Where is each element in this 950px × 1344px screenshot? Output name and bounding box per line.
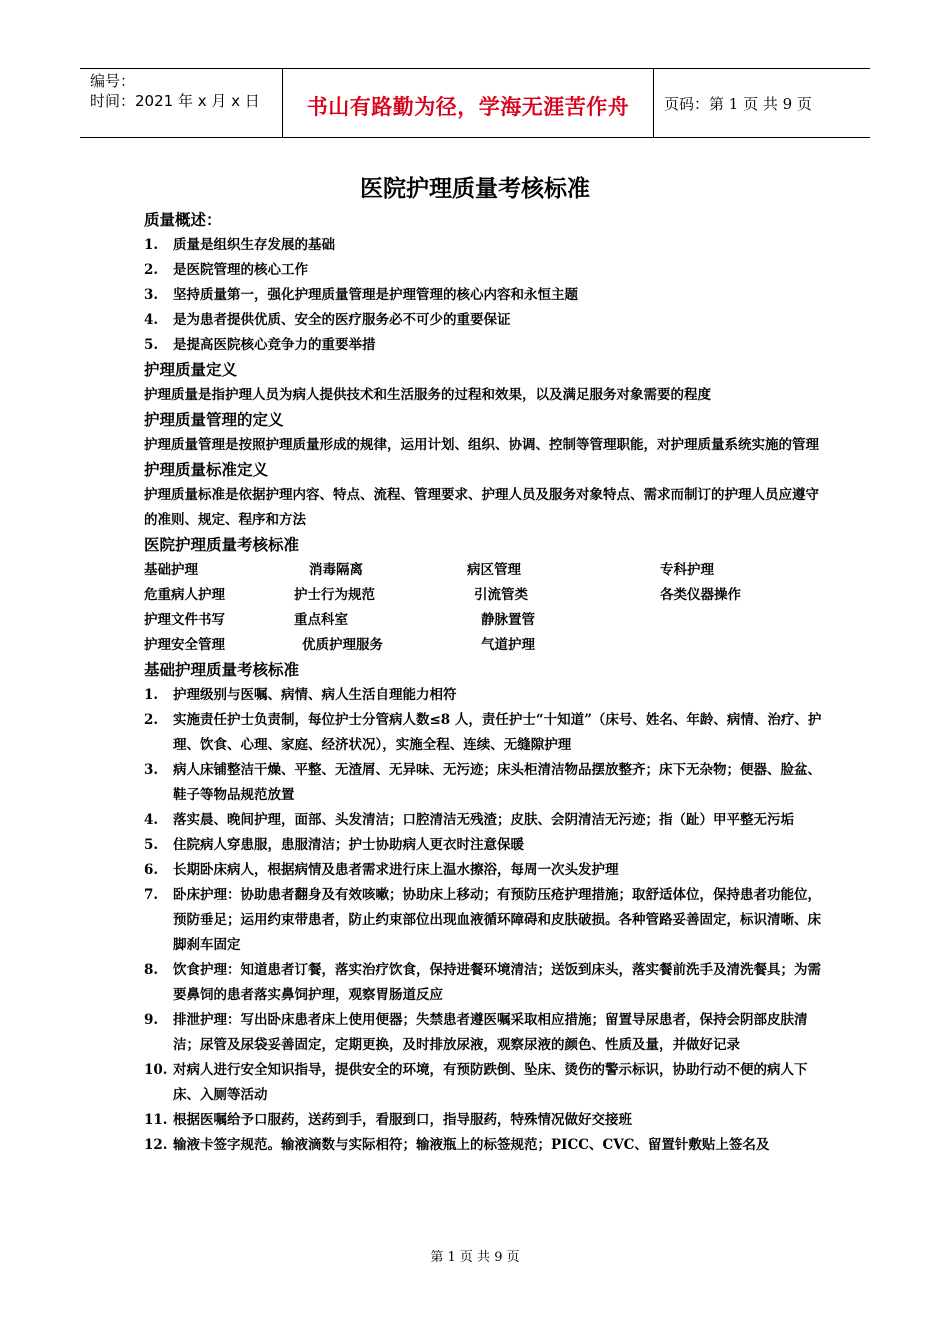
grid-cell: 专科护理 [660, 562, 714, 578]
document-title: 医院护理质量考核标准 [360, 176, 590, 202]
list-item [144, 708, 824, 758]
item-number: 2. [144, 262, 159, 278]
list-item [144, 883, 824, 958]
item-number: 10. [144, 1062, 168, 1078]
mgmt-def-text: 护理质量管理是按照护理质量形成的规律，运用计划、组织、协调、控制等管理职能，对护理质量系统实施的管理 [144, 437, 819, 453]
grid-cell: 重点科室 [294, 612, 348, 628]
item-text: 住院病人穿患服，患服清洁；护士协助病人更衣时注意保暖 [173, 837, 524, 853]
list-item [144, 1008, 824, 1058]
overview-list [144, 233, 824, 358]
item-number: 6. [144, 862, 159, 878]
header-slogan: 书山有路勤为径，学海无涯苦作舟 [306, 95, 630, 119]
grid-cell: 引流管类 [474, 587, 528, 603]
grid-cell: 护士行为规范 [294, 587, 375, 603]
item-text: 是提高医院核心竞争力的重要举措 [173, 337, 376, 353]
item-text: 病人床铺整洁干燥、平整、无渣屑、无异味、无污迹；床头柜清洁物品摆放整齐；床下无杂物；便器、脸盆、鞋子等物品规范放置 [173, 762, 821, 803]
list-item [144, 858, 824, 883]
item-number: 4. [144, 812, 159, 828]
overview-heading: 质量概述： [144, 211, 222, 229]
grid-cell: 病区管理 [467, 562, 521, 578]
list-item [144, 758, 824, 808]
grid-cell: 护理文件书写 [144, 612, 225, 628]
quality-def-text: 护理质量是指护理人员为病人提供技术和生活服务的过程和效果，以及满足服务对象需要的程度 [144, 387, 711, 403]
item-number: 2. [144, 712, 159, 728]
item-text: 落实晨、晚间护理，面部、头发清洁；口腔清洁无残渣；皮肤、会阴清洁无污迹；指（趾）甲平整无污垢 [173, 812, 794, 828]
item-text: 是医院管理的核心工作 [173, 262, 308, 278]
grid-cell: 各类仪器操作 [660, 587, 741, 603]
item-number: 5. [144, 337, 159, 353]
item-number: 11. [144, 1112, 168, 1128]
list-item [144, 683, 824, 708]
doc-time-label: 时间：2021 年 x 月 x 日 [90, 92, 260, 110]
hospital-std-grid [144, 558, 824, 658]
header-slogan-cell [282, 69, 654, 137]
basic-std-heading: 基础护理质量考核标准 [144, 661, 300, 679]
doc-number-label: 编号： [90, 72, 136, 90]
mgmt-def-heading: 护理质量管理的定义 [144, 411, 284, 429]
list-item [144, 308, 824, 333]
list-item [144, 233, 824, 258]
document-body [144, 208, 824, 1158]
list-item [144, 833, 824, 858]
item-number: 3. [144, 287, 159, 303]
list-item [144, 958, 824, 1008]
grid-cell: 消毒隔离 [309, 562, 363, 578]
page-footer: 第 1 页 共 9 页 [430, 1250, 520, 1265]
item-number: 8. [144, 962, 159, 978]
std-def-heading: 护理质量标准定义 [144, 461, 269, 479]
item-text: 根据医嘱给予口服药，送药到手，看服到口，指导服药，特殊情况做好交接班 [173, 1112, 632, 1128]
item-text: 对病人进行安全知识指导，提供安全的环境，有预防跌倒、坠床、烫伤的警示标识，协助行动不便的病人下床、入厕等活动 [173, 1062, 808, 1103]
page-header [80, 68, 870, 138]
header-page-label: 页码：第 1 页 共 9 页 [664, 95, 812, 113]
list-item [144, 1058, 824, 1108]
list-item [144, 1108, 824, 1133]
item-text: 是为患者提供优质、安全的医疗服务必不可少的重要保证 [173, 312, 511, 328]
list-item [144, 283, 824, 308]
item-number: 5. [144, 837, 159, 853]
grid-cell: 护理安全管理 [144, 637, 225, 653]
item-text: 排泄护理：写出卧床患者床上使用便器；失禁患者遵医嘱采取相应措施；留置导尿患者，保持会阴部皮肤清洁；尿管及尿袋妥善固定，定期更换，及时排放尿液，观察尿液的颜色、性质及量，并做好记录 [173, 1012, 808, 1053]
list-item [144, 333, 824, 358]
item-text: 实施责任护士负责制，每位护士分管病人数≤8 人，责任护士“十知道”（床号、姓名、年龄、病情、治疗、护理、饮食、心理、家庭、经济状况），实施全程、连续、无缝隙护理 [173, 712, 822, 753]
header-meta [80, 69, 282, 137]
quality-def-heading: 护理质量定义 [144, 361, 238, 379]
item-text: 长期卧床病人，根据病情及患者需求进行床上温水擦浴，每周一次头发护理 [173, 862, 619, 878]
list-item [144, 808, 824, 833]
std-def-text: 护理质量标准是依据护理内容、特点、流程、管理要求、护理人员及服务对象特点、需求而制订的护理人员应遵守的准则、规定、程序和方法 [144, 487, 819, 528]
item-number: 1. [144, 687, 159, 703]
grid-cell: 危重病人护理 [144, 587, 225, 603]
item-number: 4. [144, 312, 159, 328]
item-text: 卧床护理：协助患者翻身及有效咳嗽；协助床上移动；有预防压疮护理措施；取舒适体位，保持患者功能位，预防垂足；运用约束带患者，防止约束部位出现血液循环障碍和皮肤破损。各种管路妥善固定，标识清晰、床脚刹车固定 [173, 887, 821, 953]
grid-cell: 静脉置管 [481, 612, 535, 628]
item-number: 1. [144, 237, 159, 253]
list-item [144, 1133, 824, 1158]
item-text: 输液卡签字规范。输液滴数与实际相符；输液瓶上的标签规范；PICC、CVC、留置针敷贴上签名及 [173, 1137, 770, 1153]
item-number: 9. [144, 1012, 159, 1028]
item-number: 7. [144, 887, 159, 903]
item-text: 坚持质量第一，强化护理质量管理是护理管理的核心内容和永恒主题 [173, 287, 578, 303]
item-text: 质量是组织生存发展的基础 [173, 237, 335, 253]
basic-std-list [144, 683, 824, 1158]
item-text: 饮食护理：知道患者订餐，落实治疗饮食，保持进餐环境清洁；送饭到床头，落实餐前洗手及清洗餐具；为需要鼻饲的患者落实鼻饲护理，观察胃肠道反应 [173, 962, 821, 1003]
item-text: 护理级别与医嘱、病情、病人生活自理能力相符 [173, 687, 457, 703]
item-number: 12. [144, 1137, 168, 1153]
list-item [144, 258, 824, 283]
hospital-std-heading: 医院护理质量考核标准 [144, 536, 300, 554]
grid-cell: 气道护理 [481, 637, 535, 653]
grid-cell: 基础护理 [144, 562, 198, 578]
grid-cell: 优质护理服务 [302, 637, 383, 653]
item-number: 3. [144, 762, 159, 778]
